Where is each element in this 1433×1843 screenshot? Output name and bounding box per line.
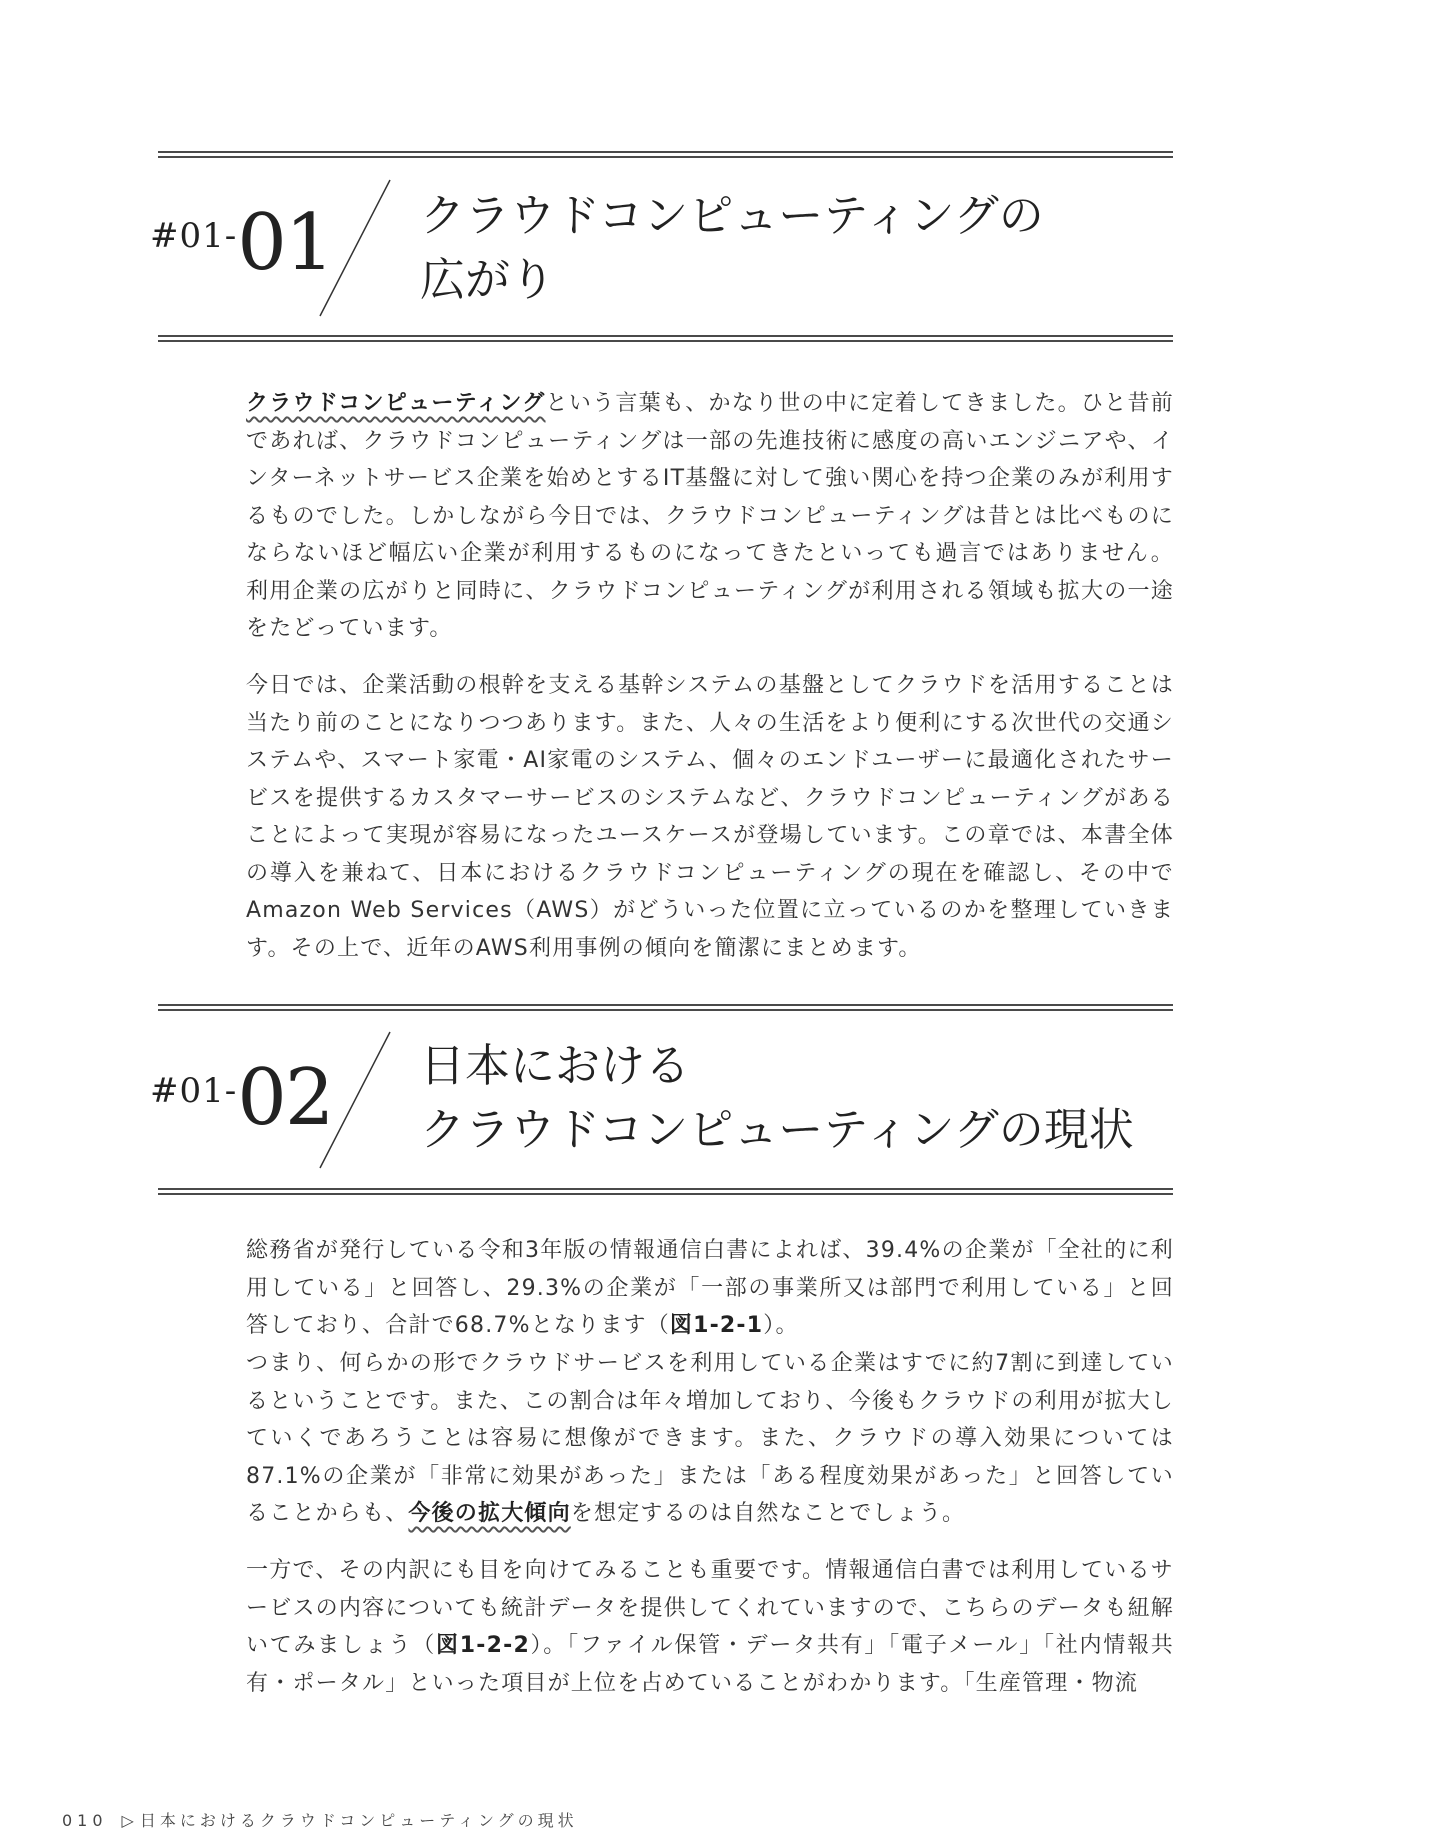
section-01-digits: 01 [237,198,333,288]
section-01-title [420,184,1044,312]
section-02-paragraph-2-text: つまり、何らかの形でクラウドサービスを利用している企業はすでに約7割に到達しているということです。また、この割合は年々増加しており、今後もクラウドの利用が拡大していくであろうことは容易に想像ができます。また、クラウドの導入効果については87.1%の企業が「非常に効果があった」または「ある程度効果があった」と回答していることからも、 [246,1351,1174,1526]
section-01-paragraph-2: 今日では、企業活動の根幹を支える基幹システムの基盤としてクラウドを活用することは当たり前のことになりつつあります。また、人々の生活をより便利にする次世代の交通システムや、スマート家電・AI家電のシステム、個々のエンドユーザーに最適化されたサービスを提供するカスタマーサービスのシステムなど、クラウドコンピューティングがあることによって実現が容易になったユースケースが登場しています。この章では、本書全体の導入を兼ねて、日本におけるクラウドコンピューティングの現在を確認し、その中でAmazon Web Services（AWS）がどういった位置に立っているのかを整理していきます。その上で、近年のAWS利用事例の傾向を簡潔にまとめます。 [246,673,1174,961]
triangle-marker-icon: ▷ [121,1811,138,1830]
section-02-title-line1: 日本における [420,1039,691,1092]
key-term-expansion-trend: 今後の拡大傾向 [408,1501,571,1526]
section-02-number [150,1053,333,1143]
section-02-paragraph-1-end: ）。 [763,1313,799,1338]
section-02-title [420,1034,1134,1162]
section-02-prefix: #01- [150,1071,238,1111]
section-02-digits: 02 [237,1053,333,1143]
section-02-bottom-rule [158,1188,1173,1195]
section-02-top-rule [158,1004,1173,1011]
section-01-bottom-rule [158,335,1173,342]
running-title: 日本におけるクラウドコンピューティングの現状 [139,1811,578,1830]
section-02-paragraph-2-end: を想定するのは自然なことでしょう。 [570,1501,966,1526]
figure-ref-1-2-1: 図1-2-1 [669,1313,764,1338]
page-footer [62,1808,578,1831]
key-term-cloud-computing: クラウドコンピューティング [246,391,546,416]
section-01-prefix: #01- [150,216,238,256]
section-02-paragraph-2 [246,1345,1174,1533]
section-01-paragraph-1 [246,385,1174,648]
section-01-paragraph-1-text: という言葉も、かなり世の中に定着してきました。ひと昔前であれば、クラウドコンピューティングは一部の先進技術に感度の高いエンジニアや、インターネットサービス企業を始めとするIT基盤に対して強い関心を持つ企業のみが利用するものでした。しかしながら今日では、クラウドコンピューティングは昔とは比べものにならないほど幅広い企業が利用するものになってきたといっても過言ではありません。利用企業の広がりと同時に、クラウドコンピューティングが利用される領域も拡大の一途をたどっています。 [246,391,1174,641]
section-02-paragraph-1 [246,1232,1174,1345]
section-01-number [150,198,333,288]
section-02-paragraph-3 [246,1552,1174,1702]
section-02-paragraph-3-end: ）。「ファイル保管・データ共有」「電子メール」「社内情報共有・ポータル」といった項目が上位を占めていることがわかります。「生産管理・物流 [246,1633,1174,1696]
section-01-title-line1: クラウドコンピューティングの [420,189,1044,242]
section-01-slash-divider [315,178,395,318]
section-01-title-line2: 広がり [420,253,556,306]
section-02-title-line2: クラウドコンピューティングの現状 [420,1103,1134,1156]
page-number: 010 [62,1811,108,1830]
section-01-top-rule [158,151,1173,158]
figure-ref-1-2-2: 図1-2-2 [436,1633,530,1658]
section-02-paragraph-3-text: 一方で、その内訳にも目を向けてみることも重要です。情報通信白書では利用しているサービスの内容についても統計データを提供してくれていますので、こちらのデータも紐解いてみましょう（ [246,1558,1174,1658]
section-02-paragraph-1-text: 総務省が発行している令和3年版の情報通信白書によれば、39.4%の企業が「全社的に利用している」と回答し、29.3%の企業が「一部の事業所又は部門で利用している」と回答しており、合計で68.7%となります（ [246,1238,1174,1338]
section-02-slash-divider [315,1030,395,1170]
